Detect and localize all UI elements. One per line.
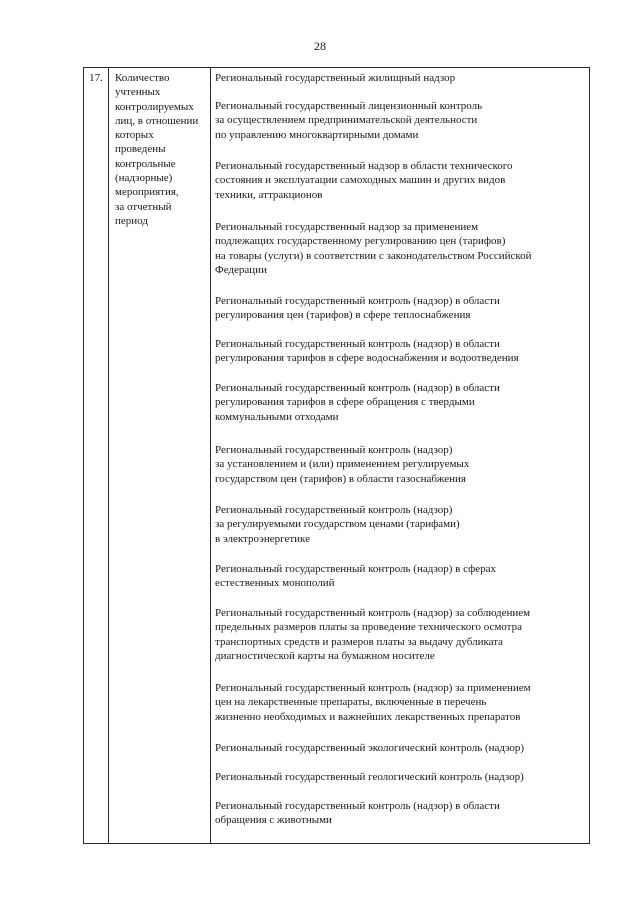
entry-line: Региональный государственный контроль (надзор) [215,444,453,456]
entry-line: Региональный государственный контроль (надзор) в области [215,338,500,350]
control-type-entry [215,159,587,202]
entry-line: за установлением и (или) применением регулируемых [215,458,470,471]
entry-line: коммунальными отходами [215,410,339,423]
control-type-entry [215,99,587,142]
entry-line: Региональный государственный контроль (надзор) [215,504,453,516]
entry-line: по управлению многоквартирными домами [215,128,419,141]
entry-line: за осуществлением предпринимательской деятельности [215,114,478,127]
column-divider [108,68,109,843]
control-type-entry [215,562,587,591]
indicator-line: период [115,214,148,227]
control-type-entry [215,606,587,663]
entry-line: Региональный государственный жилищный надзор [215,72,456,84]
entry-line: Региональный государственный лицензионный контроль [215,100,483,112]
entry-line: Региональный государственный надзор за применением [215,221,479,233]
entry-line: естественных монополий [215,577,335,590]
entry-line: за регулируемыми государством ценами (тарифами) [215,518,460,531]
control-type-entry [215,71,587,85]
indicator-line: (надзорные) [115,172,173,185]
page-number: 28 [314,39,326,53]
entry-line: Региональный государственный контроль (надзор) в области [215,295,500,307]
entry-line: Региональный государственный экологический контроль (надзор) [215,742,525,754]
document-table [83,67,590,844]
entry-line: Региональный государственный контроль (надзор) за соблюдением [215,607,531,619]
column-divider [210,68,211,843]
entry-line: Региональный государственный контроль (надзор) в сферах [215,563,497,575]
indicator-line: проведены [115,143,166,156]
entry-line: техники, аттракционов [215,188,323,201]
entry-line: состояния и эксплуатации самоходных машин и других видов [215,174,506,187]
control-type-entry [215,337,587,366]
entry-line: цен на лекарственные препараты, включенные в перечень [215,696,487,709]
entry-line: регулирования цен (тарифов) в сфере теплоснабжения [215,309,471,322]
control-type-entry [215,220,587,277]
control-type-entry [215,294,587,323]
indicator-line: Количество [115,72,170,84]
indicator-line: контрольные [115,157,176,170]
indicator-line: за отчетный [115,200,172,213]
row-number: 17. [89,72,103,84]
entry-line: Региональный государственный надзор в области технического [215,160,513,172]
control-type-entry [215,770,587,784]
control-type-entry [215,741,587,755]
entry-line: предельных размеров платы за проведение технического осмотра [215,621,522,634]
entry-line: регулирования тарифов в сфере водоснабжения и водоотведения [215,352,519,365]
entry-line: в электроэнергетике [215,532,310,545]
entry-line: обращения с животными [215,814,332,827]
indicator-line: контролируемых [115,100,194,113]
entry-line: подлежащих государственному регулированию цен (тарифов) [215,235,506,248]
entry-line: транспортных средств и размеров платы за выдачу дубликата [215,635,504,648]
indicator-line: учтенных [115,86,161,99]
indicator-line: лиц, в отношении [115,114,199,127]
control-type-entry [215,381,587,424]
indicator-line: мероприятия, [115,186,179,199]
control-type-entry [215,681,587,724]
entry-line: диагностической карты на бумажном носителе [215,649,435,662]
control-type-entry [215,503,587,546]
entry-line: Региональный государственный контроль (надзор) за применением [215,682,531,694]
control-type-entry [215,443,587,486]
entry-line: на товары (услуги) в соответствии с законодательством Российской [215,249,532,262]
indicator-cell [115,71,207,228]
entry-line: Региональный государственный контроль (надзор) в области [215,382,500,394]
control-type-entry [215,799,587,828]
entry-line: жизненно необходимых и важнейших лекарственных препаратов [215,710,521,723]
entry-line: Федерации [215,263,267,276]
indicator-line: которых [115,129,154,142]
entry-line: государством цен (тарифов) в области газоснабжения [215,472,466,485]
entry-line: Региональный государственный контроль (надзор) в области [215,800,500,812]
entry-line: регулирования тарифов в сфере обращения с твердыми [215,396,475,409]
entry-line: Региональный государственный геологический контроль (надзор) [215,771,524,783]
